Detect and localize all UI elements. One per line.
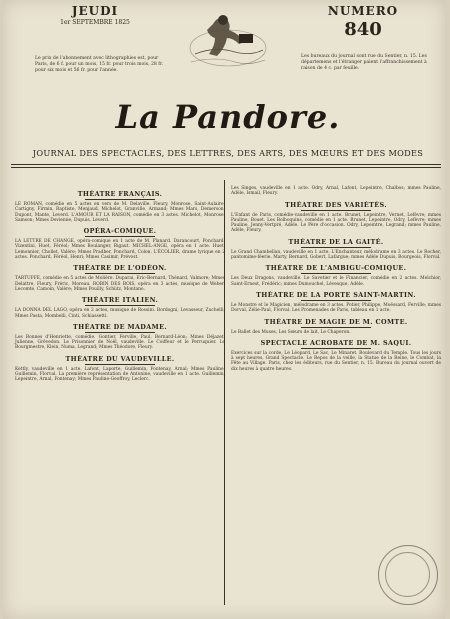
section-text: LE ROMAN, comédie en 5 actes en vers de M. Delaville. Fleury, Monrose, Saint-Aulaire, Cartigny, Firmin, Baptiste, Menjaud, Michelot, Granville, Armand; Mmes Mars, Demerson, Dupont, Mante, Leverd. L'AMOUR ET LA RAISON, comédie en 3 actes. Michelot, Monrose, Samson; Mmes Devienne, Dupuis, Leverd. — [15, 202, 225, 223]
issue-day: JEUDI — [71, 4, 119, 18]
section-rule — [301, 348, 371, 349]
section — [231, 318, 441, 335]
section — [15, 355, 225, 383]
section-text: Kettly, vaudeville en 1 acte. Lafont, Laporte, Guillemin, Fontenay, Arnal; Mmes Pauline, Guillemin, Florval. La première représentation de Antonine, vaudeville en 1 acte. Guillemin, Lepeintre, Arnal, Fontenay; Mmes Pauline-Geoffroy, Leclerc. — [15, 366, 225, 383]
left-column — [15, 186, 225, 383]
section-text: Le Grand Chambellan, vaudeville en 1 acte. L'Enchanteur, mélodrame en 3 actes. Le Rocher, pantomime-féerie. Marty, Bernard, Gobert, Lafargue; mmes Adèle Dupuis, Bourgeois, Florval. — [231, 249, 441, 261]
section-text: TARTUFFE, comédie en 5 actes de Molière. Duparai, Eric-Bernard, Thénard, Valmore; Mmes Delattre, Fleury, Fréric, Moreau. ROBIN DES BOIS, opéra en 3 actes, musique de Weber. Lecomte, Camoin, Valère; Mmes Pouilly, Schütz, Montano. — [15, 276, 225, 292]
section-text: L'Enfant de Paris, comédie-vaudeville en 1 acte. Brunet, Lepeintre, Vernet, Lefèvre; mmes Pauline, Bouet. Les Bolboquins, comédie en 1 acte. Brunet, Lepeintre, Odry, Lefèvre; mmes Pauline, Jenny-Vertpré, Adèle. Le Père d'occasion. Odry, Lepeintre, Legrand; mmes Pauline, Adèle, Fleury. — [231, 212, 441, 234]
section-rule — [85, 305, 155, 306]
library-stamp-inner-ring — [385, 552, 430, 597]
section-text: Exercices sur la corde, Le Léopard, Le Sac, Le Minaret. Boulevard du Temple. Tous les jours à sept heures, Grand Spectacle. Le Repos de la veille, la Statue de la Reine, le Combat, la Fête au Village. Paris, chez les éditeurs, rue du Sentier, n. 15. Bureau du journal ouvert de dix heures à quatre heures. — [231, 350, 441, 372]
section-text: Les Deux Dragons, vaudeville. Le Savetier et le Financier, comédie en 2 actes. Melchior, Saint-Ernest, Frédéric; mmes Dumouchel, Lévesque, Adèle. — [231, 276, 441, 287]
section — [231, 339, 441, 372]
section-text: LA LETTRE DE CHANGE, opéra-comique en 1 acte de M. Planard. Darancourt, Ponchard, Vizentini, Huet, Féréol; Mmes Boulanger, Rigaut. MICHEL-ANGE, opéra en 1 acte. Huet, Lemonnier, Chollet, Valère; Mmes Pradher, Ponchard, Colon. L'ÉCOLIER, drame lyrique en 2 actes. Ponchard, Féréol, Henri; Mmes Casimir, Prévost. — [15, 239, 225, 261]
section — [231, 201, 441, 234]
section-title: THÉATRE DE L'AMBIGU-COMIQUE. — [265, 264, 407, 273]
section — [231, 264, 441, 287]
right-column — [231, 186, 441, 372]
section-title: SPECTACLE ACROBATE DE M. SAQUI. — [260, 338, 412, 347]
journal-subtitle: JOURNAL DES SPECTACLES, DES LETTRES, DES ARTS, DES MŒURS ET DES MODES — [32, 148, 424, 158]
section-text: Les Singes, vaudeville en 1 acte. Odry, Arnal, Lafont, Lepeintre, Chalbos; mmes Pauline, Adèle, Ismail, Fleury. — [231, 186, 441, 197]
section-rule — [85, 199, 155, 200]
section-text: Les Bonnes d'Henriette, comédie. Gontier, Ferville, Paul, Bernard-Léon; Mmes Déjazet, Julienne, Grévedon. Le Prisonnier de Noël, vaudeville. Le Coiffeur et le Perruquier. Le Bourgmestre, Klein, Numa, Legrand; Mmes Théodore, Fleury. — [15, 334, 225, 351]
section-rule — [85, 332, 155, 333]
section — [231, 186, 441, 197]
section-title: THÉATRE DE MADAME. — [73, 322, 167, 331]
issue-day-block — [45, 4, 145, 26]
section — [15, 227, 225, 260]
section — [15, 264, 225, 292]
section-title: THÉATRE ITALIEN. — [81, 296, 159, 305]
top-rule-thin — [11, 167, 441, 168]
issue-number-block — [313, 4, 413, 40]
section — [15, 190, 225, 223]
section-title: THÉATRE DE L'ODÉON. — [73, 264, 167, 273]
section-title: THÉATRE DES VARIÉTÉS. — [285, 200, 387, 209]
section-rule — [85, 236, 155, 237]
section-title: THÉATRE DU VAUDEVILLE. — [65, 354, 175, 363]
section-rule — [301, 210, 371, 211]
issue-date: 1er SEPTEMBRE 1825 — [60, 19, 130, 26]
issue-number: 840 — [344, 19, 382, 40]
section — [15, 323, 225, 351]
section-text: Le Monstre et le Magicien, mélodrame en 3 actes. Potier, Philippe, Moëssard, Ferville; mmes Dorval, Zélie-Paul, Florval. Les Promenades de Paris, tableau en 1 acte. — [231, 302, 441, 314]
issue-number-label: NUMERO — [327, 4, 399, 18]
section-text: LA DONNA DEL LAGO, opéra en 2 actes, musique de Rossini. Bordogni, Levasseur, Zuchelli; Mmes Pasta, Mombelli, Cinti, Schiassetti. — [15, 308, 225, 319]
section-title: THÉATRE DE LA PORTE SAINT-MARTIN. — [256, 290, 416, 299]
subscription-note: Le prix de l'abonnement avec lithographies est, pour Paris, de 6 f. pour un mois, 15 fr. pour trois mois, 28 fr. pour six mois et 56 fr. pour l'année. — [35, 56, 164, 73]
library-stamp — [378, 545, 438, 605]
section-title: THÉATRE FRANÇAIS. — [77, 190, 163, 198]
section-rule — [301, 273, 371, 274]
section-rule — [301, 300, 371, 301]
masthead-title: La Pandore. — [115, 98, 341, 136]
section-rule — [301, 327, 371, 328]
section-rule — [85, 273, 155, 274]
section-text: Le Ballet des Muses, Les Sœurs de lait, Le Chaperon. — [231, 329, 351, 335]
section-title: OPÉRA-COMIQUE. — [83, 227, 157, 236]
section — [15, 296, 225, 319]
top-rule — [11, 164, 441, 165]
section-title: THÉATRE DE MAGIE DE M. COMTE. — [264, 317, 408, 326]
section-rule — [301, 247, 371, 248]
section-title: THÉATRE DE LA GAITÉ. — [288, 237, 384, 246]
section-rule — [85, 364, 155, 365]
section — [231, 291, 441, 314]
newspaper-page — [3, 0, 445, 619]
section — [231, 238, 441, 261]
pandora-figure-vignette — [183, 4, 273, 76]
office-note: Les bureaux du journal sont rue du Sentier, n. 15. Les départemens et l'étranger paient l'affranchissement à raison de 4 c. par feuille. — [301, 54, 427, 71]
